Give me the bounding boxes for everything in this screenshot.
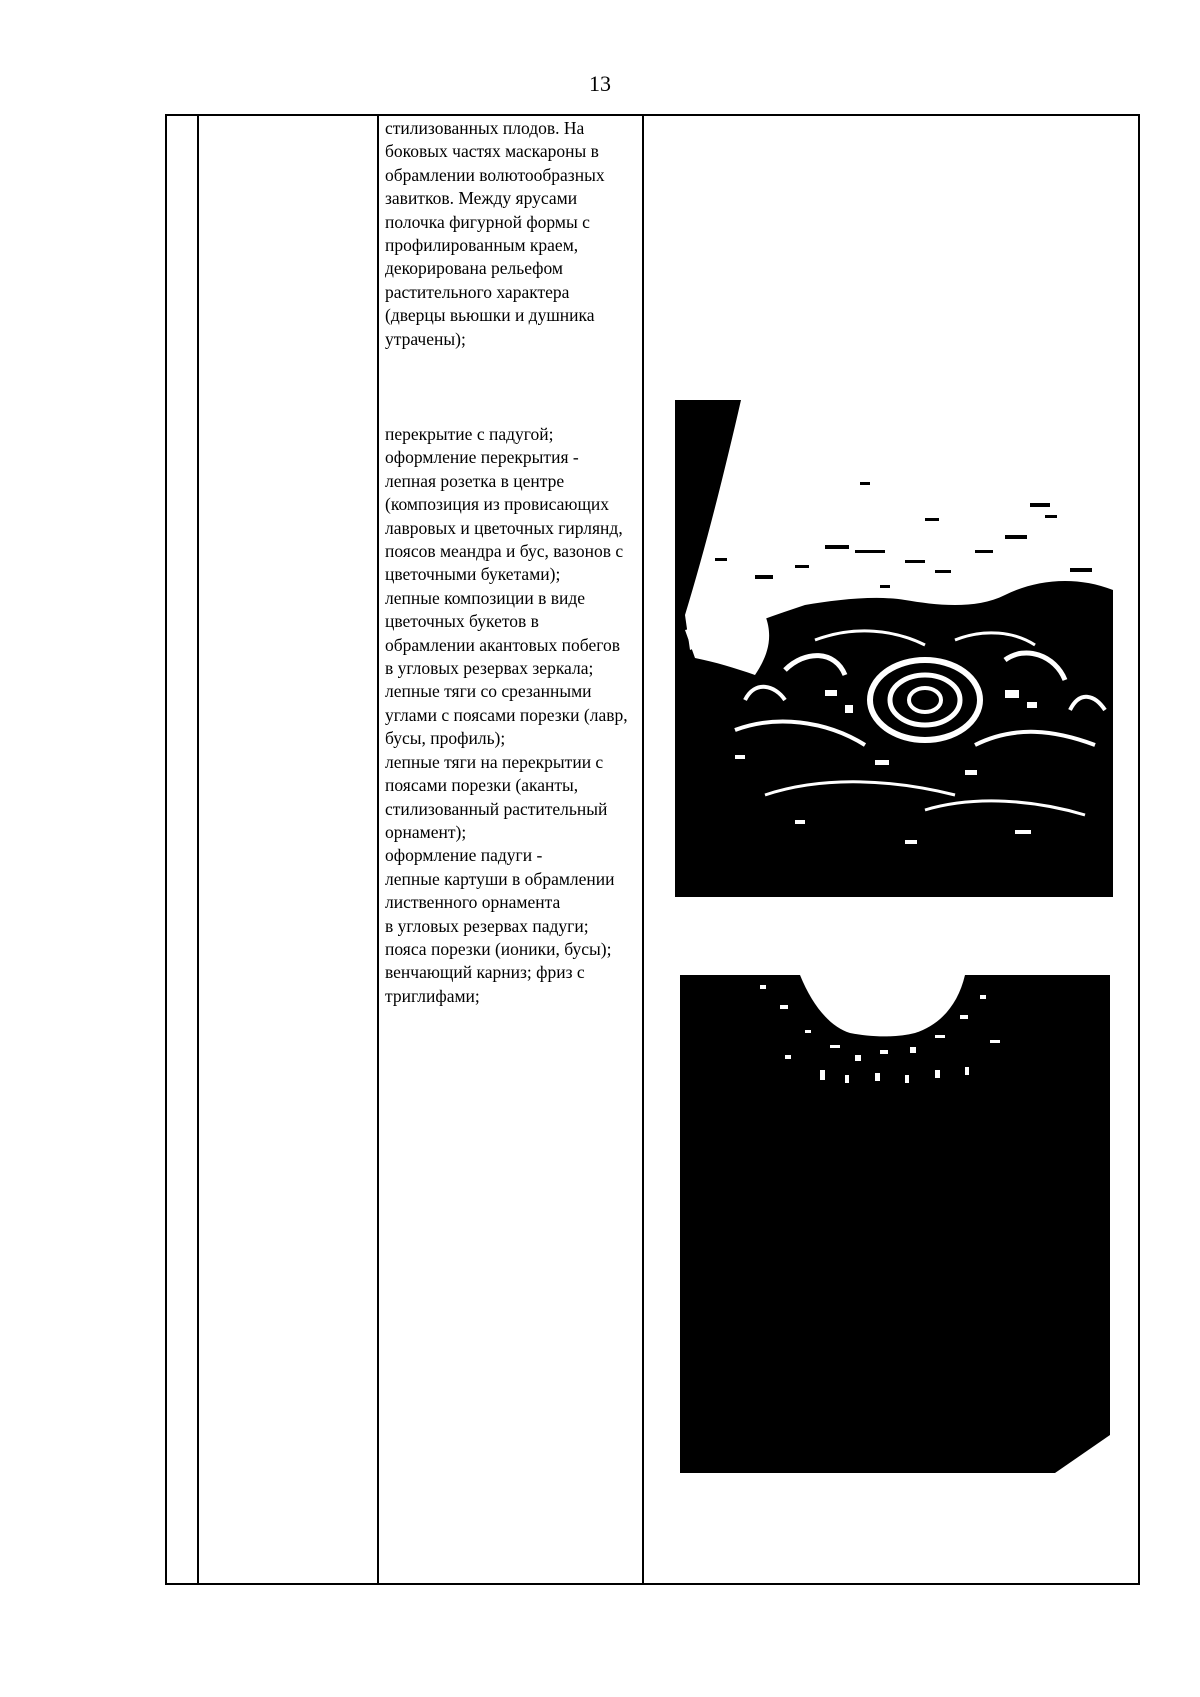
description-line: в угловых резервах падуги;	[385, 915, 589, 936]
description-line: лепные тяги со срезанными углами с поясами порезки (лавр, бусы, профиль);	[385, 681, 628, 749]
page-number: 13	[589, 71, 611, 96]
table-column-divider-3	[642, 116, 644, 1583]
ceiling-rosette-image	[675, 400, 1113, 897]
cornice-detail-photo	[680, 975, 1110, 1473]
description-text-block-1	[385, 117, 629, 351]
ceiling-rosette-photo	[675, 400, 1113, 897]
table-column-divider-1	[197, 116, 199, 1583]
description-line: оформление падуги -	[385, 845, 543, 866]
description-line: лепные картуши в обрамлении лиственного орнамента	[385, 868, 615, 913]
description-paragraph: стилизованных плодов. На боковых частях маскароны в обрамлении волютообразных завитков. Между ярусами полочка фигурной формы с профилированным краем, декорирована рельефом растительного характера (дверцы вьюшки и душника утрачены);	[385, 118, 605, 349]
description-line: лепная розетка в центре (композиция из провисающих лавровых и цветочных гирлянд, поясов меандра и бус, вазонов с цветочными букетами);	[385, 470, 624, 585]
description-line: лепные композиции в виде цветочных букетов в обрамлении акантовых побегов в угловых резервах зеркала;	[385, 587, 620, 679]
description-line: оформление перекрытия -	[385, 447, 579, 468]
table-column-divider-2	[377, 116, 379, 1583]
description-line: лепные тяги на перекрытии с поясами порезки (аканты, стилизованный растительный орнамент);	[385, 751, 608, 842]
cornice-detail-image	[680, 975, 1110, 1473]
description-line: пояса порезки (ионики, бусы);	[385, 938, 612, 959]
description-line: перекрытие с падугой;	[385, 424, 554, 444]
description-text-block-2	[385, 423, 629, 1008]
description-line: венчающий карниз; фриз с триглифами;	[385, 962, 585, 1006]
